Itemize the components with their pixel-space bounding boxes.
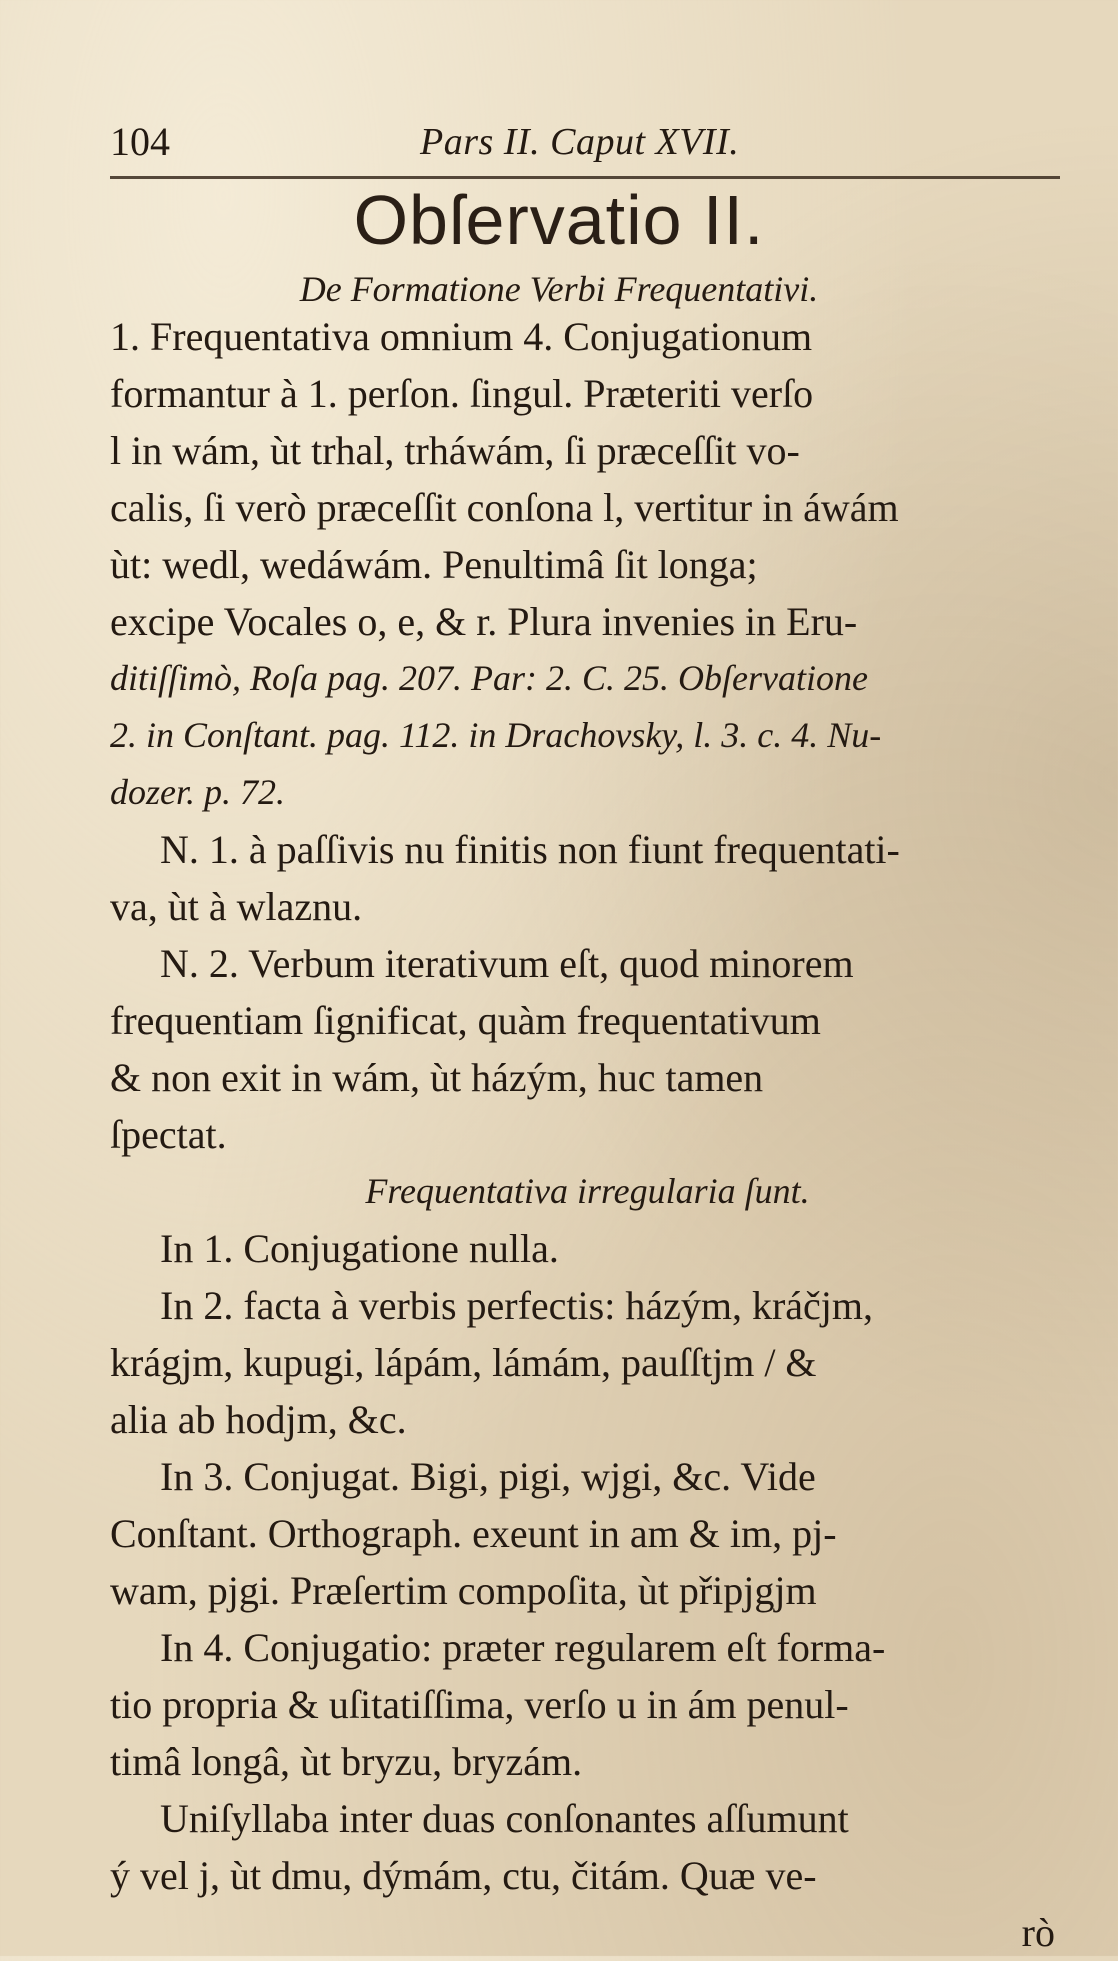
text-line: timâ longâ, ùt bryzu, bryzám.: [110, 1739, 583, 1784]
text-line: In 2. facta à verbis perfectis: házým, kráčjm,: [160, 1283, 874, 1328]
text-line: formantur à 1. perſon. ſingul. Præteriti verſo: [110, 371, 814, 416]
text-line: & non exit in wám, ùt házým, huc tamen: [110, 1055, 764, 1100]
text-line: wam, pjgi. Præſertim compoſita, ùt připjgjm: [110, 1568, 817, 1613]
text-line: In 4. Conjugatio: præter regularem eſt forma-: [160, 1625, 886, 1670]
text-line: dozer. p. 72.: [110, 772, 286, 812]
body-text: [110, 308, 1065, 1961]
text-line: frequentiam ſignificat, quàm frequentativum: [110, 998, 821, 1043]
text-line: In 3. Conjugat. Bigi, pigi, wjgi, &c. Vide: [160, 1454, 816, 1499]
running-head: Pars II. Caput XVII.: [420, 121, 740, 163]
header-rule: [110, 176, 1060, 179]
text-line: ditiſſimò, Roſa pag. 207. Par: 2. C. 25. Obſervatione: [110, 658, 868, 698]
text-line: va, ùt à wlaznu.: [110, 884, 363, 929]
text-line: calis, ſi verò præceſſit conſona l, vertitur in áwám: [110, 485, 899, 530]
text-line: ý vel j, ùt dmu, dýmám, ctu, čitám. Quæ ve-: [110, 1853, 817, 1898]
text-line: ſpectat.: [110, 1112, 227, 1157]
subheading: Frequentativa irregularia ſunt.: [365, 1171, 810, 1211]
text-line: alia ab hodjm, &c.: [110, 1397, 407, 1442]
section-subtitle: De Formatione Verbi Frequentativi.: [299, 269, 819, 309]
page-header: [110, 118, 1060, 168]
text-line: krágjm, kupugi, lápám, lámám, pauſſtjm / &: [110, 1340, 817, 1385]
text-line: excipe Vocales o, e, & r. Plura invenies in Eru-: [110, 599, 858, 644]
text-line: N. 2. Verbum iterativum eſt, quod minorem: [160, 941, 854, 986]
section-title: Obſervatio II.: [353, 181, 765, 259]
text-line: 1. Frequentativa omnium 4. Conjugationum: [110, 314, 813, 359]
text-line: l in wám, ùt trhal, trháwám, ſi præceſſit vo-: [110, 428, 800, 473]
text-line: ùt: wedl, wedáwám. Penultimâ ſit longa;: [110, 542, 758, 587]
text-line: tio propria & uſitatiſſima, verſo u in ám penul-: [110, 1682, 849, 1727]
text-line: 2. in Conſtant. pag. 112. in Drachovsky, l. 3. c. 4. Nu-: [110, 715, 882, 755]
text-line: In 1. Conjugatione nulla.: [160, 1226, 559, 1271]
text-line: N. 1. à paſſivis nu finitis non fiunt frequentati-: [160, 827, 900, 872]
text-line: Uniſyllaba inter duas conſonantes aſſumunt: [160, 1796, 849, 1841]
text-line: Conſtant. Orthograph. exeunt in am & im, pj-: [110, 1511, 837, 1556]
page-number: 104: [110, 119, 170, 164]
catchword: rò: [1021, 1910, 1055, 1955]
